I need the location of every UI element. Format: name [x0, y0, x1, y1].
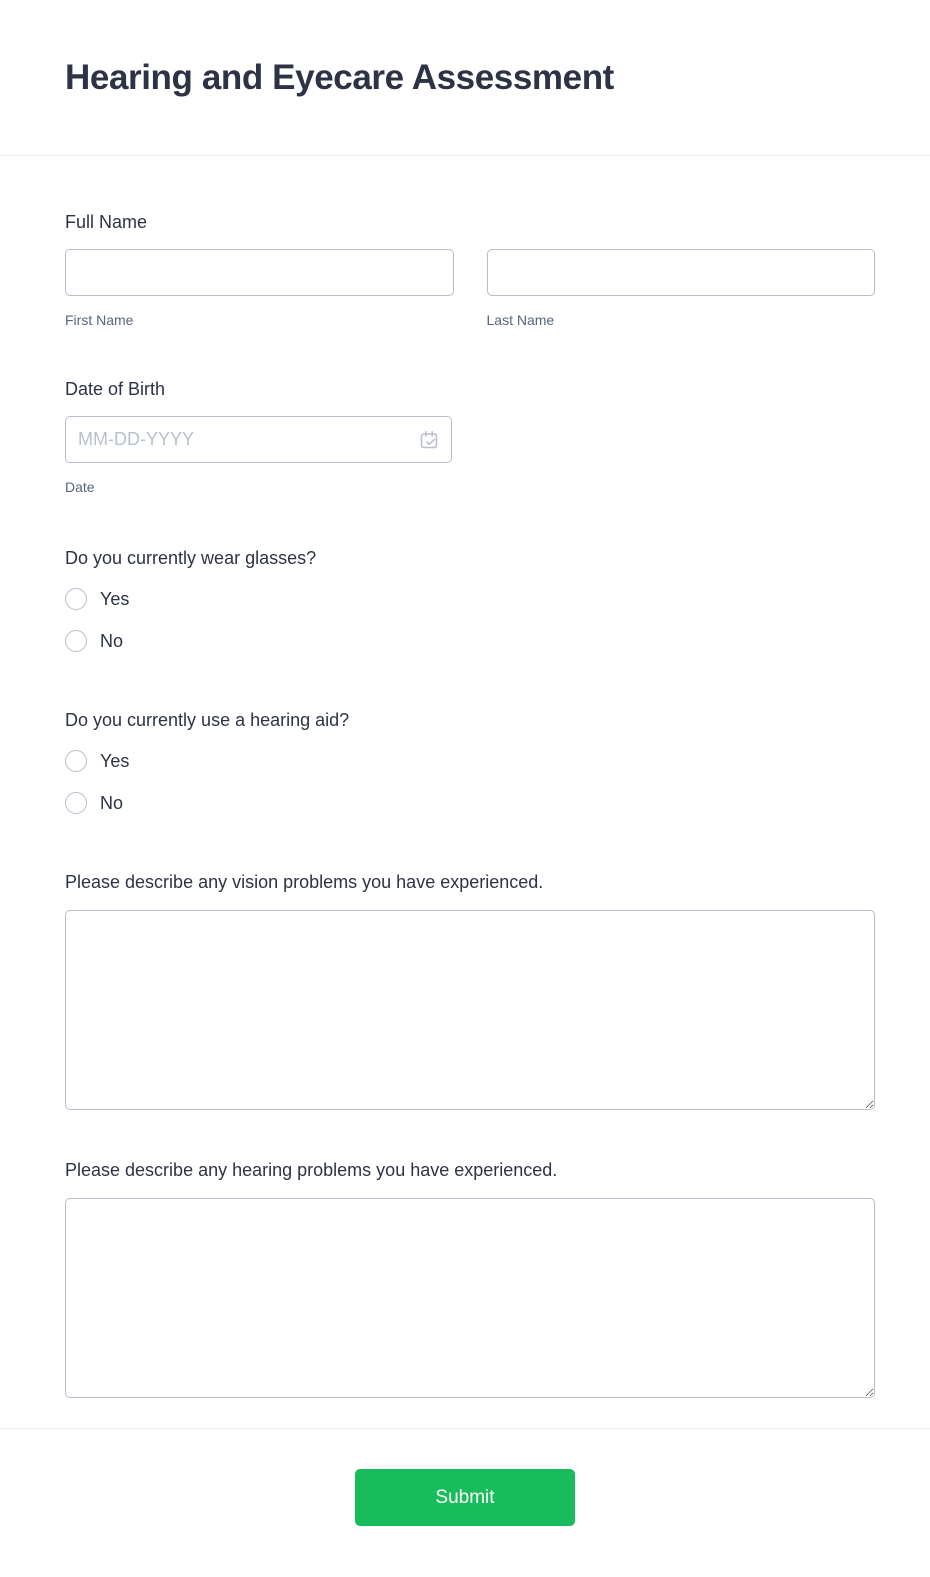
field-hearing-aid: [65, 708, 875, 816]
field-vision-problems: [65, 870, 875, 1110]
dob-input[interactable]: [65, 416, 452, 463]
hearing-problems-label: Please describe any hearing problems you have experienced.: [65, 1160, 558, 1180]
calendar-icon[interactable]: [418, 429, 440, 451]
hearing-problems-textarea[interactable]: [65, 1198, 875, 1398]
field-date-of-birth: [65, 377, 875, 496]
full-name-label: Full Name: [65, 212, 148, 232]
hearing-aid-question-label: Do you currently use a hearing aid?: [65, 710, 350, 730]
radio-button-icon[interactable]: [65, 750, 87, 772]
vision-problems-label: Please describe any vision problems you have experienced.: [65, 872, 544, 892]
name-row: [65, 249, 875, 329]
dob-sublabel: Date: [65, 479, 95, 495]
last-name-col: [487, 249, 876, 329]
glasses-option-no[interactable]: [65, 628, 875, 654]
hearing-aid-option-no[interactable]: [65, 790, 875, 816]
glasses-option-yes[interactable]: [65, 586, 875, 612]
submit-button[interactable]: Submit: [355, 1469, 575, 1526]
last-name-sublabel: Last Name: [486, 312, 555, 328]
field-glasses: [65, 546, 875, 654]
first-name-input[interactable]: [65, 249, 454, 296]
vision-problems-textarea[interactable]: [65, 910, 875, 1110]
form-footer: [0, 1428, 930, 1577]
glasses-question-label: Do you currently wear glasses?: [65, 548, 317, 568]
field-full-name: [65, 210, 875, 329]
date-input-wrap: [65, 416, 452, 463]
hearing-aid-option-no-label[interactable]: No: [100, 793, 124, 813]
dob-label: Date of Birth: [65, 379, 166, 399]
glasses-option-no-label[interactable]: No: [100, 631, 124, 651]
form-header: [0, 0, 930, 156]
hearing-aid-option-yes[interactable]: [65, 748, 875, 774]
first-name-col: [65, 249, 454, 329]
hearing-aid-option-yes-label[interactable]: Yes: [100, 751, 130, 771]
field-hearing-problems: [65, 1158, 875, 1398]
radio-button-icon[interactable]: [65, 792, 87, 814]
radio-button-icon[interactable]: [65, 588, 87, 610]
radio-button-icon[interactable]: [65, 630, 87, 652]
form-body: [0, 210, 930, 1398]
first-name-sublabel: First Name: [65, 312, 134, 328]
form-title: Hearing and Eyecare Assessment: [65, 57, 614, 97]
glasses-option-yes-label[interactable]: Yes: [100, 589, 130, 609]
last-name-input[interactable]: [487, 249, 876, 296]
